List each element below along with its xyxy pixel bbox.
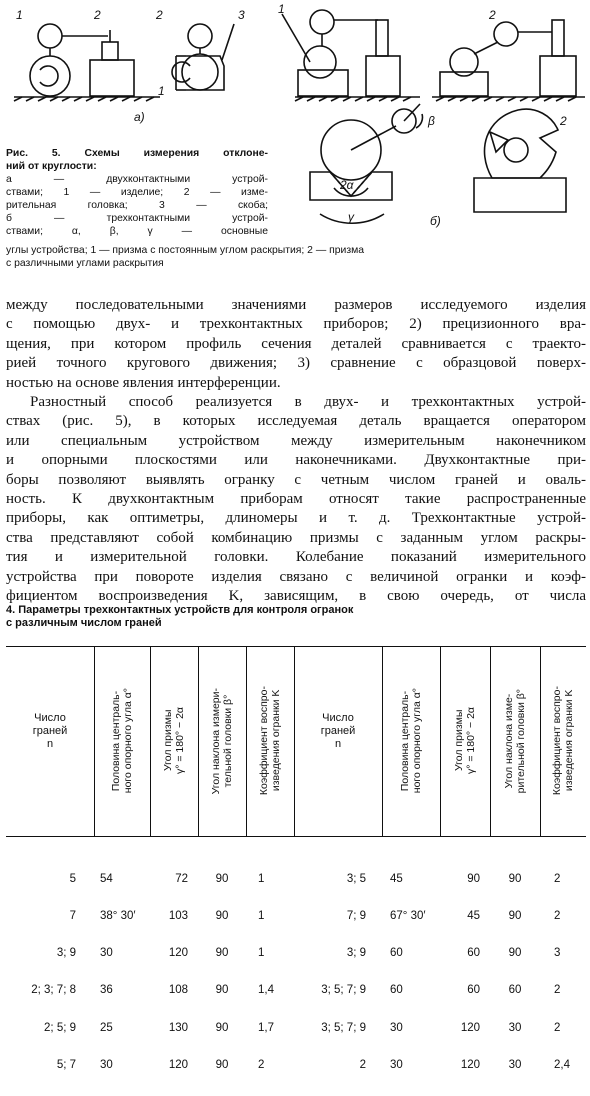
table-cell: 90 bbox=[508, 947, 522, 960]
table-cell: 90 bbox=[215, 1058, 229, 1071]
column-faces-right bbox=[294, 848, 366, 1096]
table-cell: 108 bbox=[168, 984, 188, 997]
body-line: ства представляют собой комбинацию призмы с заданным углом раскры- bbox=[6, 529, 586, 546]
table-cell: 54 bbox=[100, 872, 113, 885]
fig-a-label-2b: 2 bbox=[156, 8, 163, 22]
column-half-angle-right bbox=[390, 848, 440, 1096]
header-text: Угол призмы γ° = 180° − 2α bbox=[453, 707, 477, 775]
header-half-angle-right bbox=[382, 648, 440, 834]
fig-a-label-1b: 1 bbox=[158, 84, 165, 98]
header-text: Половина централь- ного опорного угла α° bbox=[399, 688, 423, 794]
header-text: Половина централь- ного опорного угла α° bbox=[110, 688, 134, 794]
body-line: тия и измерительной головки. Колебание показаний измерительного bbox=[6, 549, 586, 566]
table-top-rule bbox=[6, 646, 586, 647]
body-line: и опорными плоскостями или наконечниками. Двухконтактные при- bbox=[6, 452, 586, 469]
table-cell: 3; 5; 7; 9 bbox=[321, 1021, 366, 1034]
table-cell: 120 bbox=[460, 1021, 480, 1034]
fig-a-sublabel: а) bbox=[134, 110, 145, 124]
table-cell: 30 bbox=[508, 1021, 522, 1034]
table-cell: 2 bbox=[258, 1058, 265, 1071]
table-cell: 3; 5 bbox=[346, 872, 366, 885]
table-cell: 30 bbox=[100, 947, 113, 960]
parameters-table bbox=[6, 636, 586, 1071]
table-cell: 90 bbox=[215, 872, 229, 885]
header-text: Угол призмы γ° = 180° − 2α bbox=[162, 707, 186, 775]
table-cell: 103 bbox=[168, 910, 188, 923]
body-line: Разностный способ реализуется в двух- и трехконтактных устрой- bbox=[30, 394, 586, 411]
column-prism-angle-right bbox=[440, 848, 480, 1096]
column-half-angle-left bbox=[100, 848, 150, 1096]
fig-a-label-3: 3 bbox=[238, 8, 245, 22]
caption-line: углы устройства; 1 — призма с постоянным углом раскрытия; 2 — призма bbox=[6, 245, 365, 256]
table-cell: 60 bbox=[390, 984, 403, 997]
header-coefficient-right bbox=[540, 648, 586, 834]
fig-b-label-2: 2 bbox=[489, 8, 496, 22]
fig-b-sublabel: б) bbox=[430, 214, 441, 228]
table-cell: 3; 5; 7; 9 bbox=[321, 984, 366, 997]
body-line: рией точного кругового движения; 3) сравнение с образцовой поверх- bbox=[6, 355, 586, 372]
table-cell: 38° 30′ bbox=[100, 910, 136, 923]
fig-a-label-2: 2 bbox=[94, 8, 101, 22]
header-text: Угол наклона измери- тельной головки β° bbox=[210, 687, 234, 795]
table-cell: 25 bbox=[100, 1021, 113, 1034]
table-cell: 120 bbox=[460, 1058, 480, 1071]
header-tilt-angle-right bbox=[490, 648, 540, 834]
table-cell: 60 bbox=[508, 984, 522, 997]
table-cell: 3; 9 bbox=[56, 947, 76, 960]
table-cell: 67° 30′ bbox=[390, 910, 426, 923]
header-text: Коэффициент воспро- изведения огранки K bbox=[551, 686, 575, 796]
table-cell: 2,4 bbox=[554, 1058, 570, 1071]
body-line: ностью на основе явления интерференции. bbox=[6, 374, 281, 391]
header-half-angle-left bbox=[94, 648, 150, 834]
table-cell: 90 bbox=[215, 910, 229, 923]
table-cell: 30 bbox=[508, 1058, 522, 1071]
column-tilt-angle-right bbox=[490, 848, 540, 1096]
table-cell: 60 bbox=[467, 984, 480, 997]
caption-line: а — двухконтактными устрой- bbox=[6, 174, 268, 185]
header-text: Угол наклона изме- рительной головки β° bbox=[503, 688, 527, 794]
table-cell: 2 bbox=[554, 984, 561, 997]
table-cell: 30 bbox=[390, 1021, 403, 1034]
table-cell: 7 bbox=[69, 910, 76, 923]
fig-b-gamma: γ bbox=[348, 210, 354, 224]
table-cell: 120 bbox=[168, 947, 188, 960]
body-line: между последовательными значениями размеров исследуемого изделия bbox=[6, 297, 586, 313]
table-title-line-1: 4. Параметры трехконтактных устройств для контроля огранок bbox=[6, 604, 354, 616]
fig-b-beta: β bbox=[428, 114, 435, 128]
table-cell: 60 bbox=[390, 947, 403, 960]
header-tilt-angle-left bbox=[198, 648, 246, 834]
figure-caption bbox=[6, 147, 268, 238]
figure-caption-continued bbox=[6, 244, 586, 270]
table-cell: 7; 9 bbox=[346, 910, 366, 923]
table-cell: 3; 9 bbox=[346, 947, 366, 960]
table-cell: 90 bbox=[215, 1021, 229, 1034]
table-title bbox=[6, 604, 586, 630]
body-line: устройства при повороте изделия связано с величиной огранки и коэф- bbox=[6, 568, 586, 585]
caption-title-line-2: ний от круглости: bbox=[6, 161, 97, 172]
fig-b-label-1: 1 bbox=[278, 2, 285, 16]
caption-line: б — трехконтактными устрой- bbox=[6, 213, 268, 224]
table-cell: 60 bbox=[467, 947, 480, 960]
body-line: приборы, как оптиметры, длиномеры и т. д. Трехконтактные устрой- bbox=[6, 510, 586, 527]
caption-line: ствами; α, β, γ — основные bbox=[6, 226, 268, 237]
caption-line: с различными углами раскрытия bbox=[6, 258, 164, 269]
table-cell: 90 bbox=[215, 947, 229, 960]
table-cell: 1 bbox=[258, 872, 265, 885]
body-line: или специальным устройством между измерительным наконечником bbox=[6, 432, 586, 449]
header-coefficient-left bbox=[246, 648, 294, 834]
body-line: ность. К двухконтактным приборам относят такие распространенные bbox=[6, 491, 586, 508]
table-cell: 5; 7 bbox=[56, 1058, 76, 1071]
table-cell: 2 bbox=[554, 1021, 561, 1034]
body-line: боры позволяют выявлять огранку с четным числом граней и оваль- bbox=[6, 471, 586, 488]
body-line: фициентом воспроизведения K, зависящим, в свою очередь, от числа bbox=[6, 588, 586, 605]
table-cell: 1,4 bbox=[258, 984, 274, 997]
table-cell: 45 bbox=[467, 910, 480, 923]
column-faces-left bbox=[6, 848, 76, 1096]
caption-title-line-1: Рис. 5. Схемы измерения отклоне- bbox=[6, 148, 268, 159]
body-line: щения, при котором профиль сечения деталей сравнивается с траекто- bbox=[6, 335, 586, 352]
table-cell: 130 bbox=[168, 1021, 188, 1034]
fig-b-label-2b: 2 bbox=[560, 114, 567, 128]
header-text: Коэффициент воспро- изведения огранки K bbox=[258, 686, 282, 796]
table-cell: 120 bbox=[168, 1058, 188, 1071]
table-cell: 72 bbox=[175, 872, 188, 885]
table-cell: 2; 3; 7; 8 bbox=[31, 984, 76, 997]
header-faces-left: Число граней n bbox=[32, 712, 68, 750]
body-text bbox=[6, 296, 586, 607]
table-cell: 30 bbox=[100, 1058, 113, 1071]
table-cell: 2 bbox=[359, 1058, 366, 1071]
column-coefficient-left bbox=[258, 848, 294, 1096]
table-cell: 2; 5; 9 bbox=[44, 1021, 76, 1034]
fig-b-two-alpha: 2α bbox=[340, 178, 354, 192]
header-prism-angle-left bbox=[150, 648, 198, 834]
table-cell: 1 bbox=[258, 947, 265, 960]
fig-a-label-1: 1 bbox=[16, 8, 23, 22]
table-title-line-2: с различным числом граней bbox=[6, 617, 162, 629]
table-header-rule bbox=[6, 836, 586, 837]
header-prism-angle-right bbox=[440, 648, 490, 834]
column-tilt-angle-left bbox=[198, 848, 246, 1096]
table-cell: 30 bbox=[390, 1058, 403, 1071]
table-cell: 90 bbox=[508, 910, 522, 923]
table-cell: 90 bbox=[215, 984, 229, 997]
table-cell: 90 bbox=[508, 872, 522, 885]
table-cell: 90 bbox=[467, 872, 480, 885]
table-cell: 36 bbox=[100, 984, 113, 997]
column-coefficient-right bbox=[554, 848, 586, 1096]
table-cell: 3 bbox=[554, 947, 561, 960]
table-cell: 5 bbox=[69, 872, 76, 885]
table-cell: 2 bbox=[554, 872, 561, 885]
caption-line: рительная головка; 3 — скоба; bbox=[6, 200, 268, 211]
header-faces-right: Число граней n bbox=[320, 712, 356, 750]
table-cell: 45 bbox=[390, 872, 403, 885]
body-line: с помощью двух- и трехконтактных приборов; 2) прецизионного вра- bbox=[6, 316, 586, 333]
caption-line: ствами; 1 — изделие; 2 — изме- bbox=[6, 187, 268, 198]
body-line: ствах (рис. 5), в которых исследуемая деталь вращается оператором bbox=[6, 413, 586, 430]
column-prism-angle-left bbox=[150, 848, 188, 1096]
table-cell: 1,7 bbox=[258, 1021, 274, 1034]
table-cell: 2 bbox=[554, 910, 561, 923]
table-cell: 1 bbox=[258, 910, 265, 923]
